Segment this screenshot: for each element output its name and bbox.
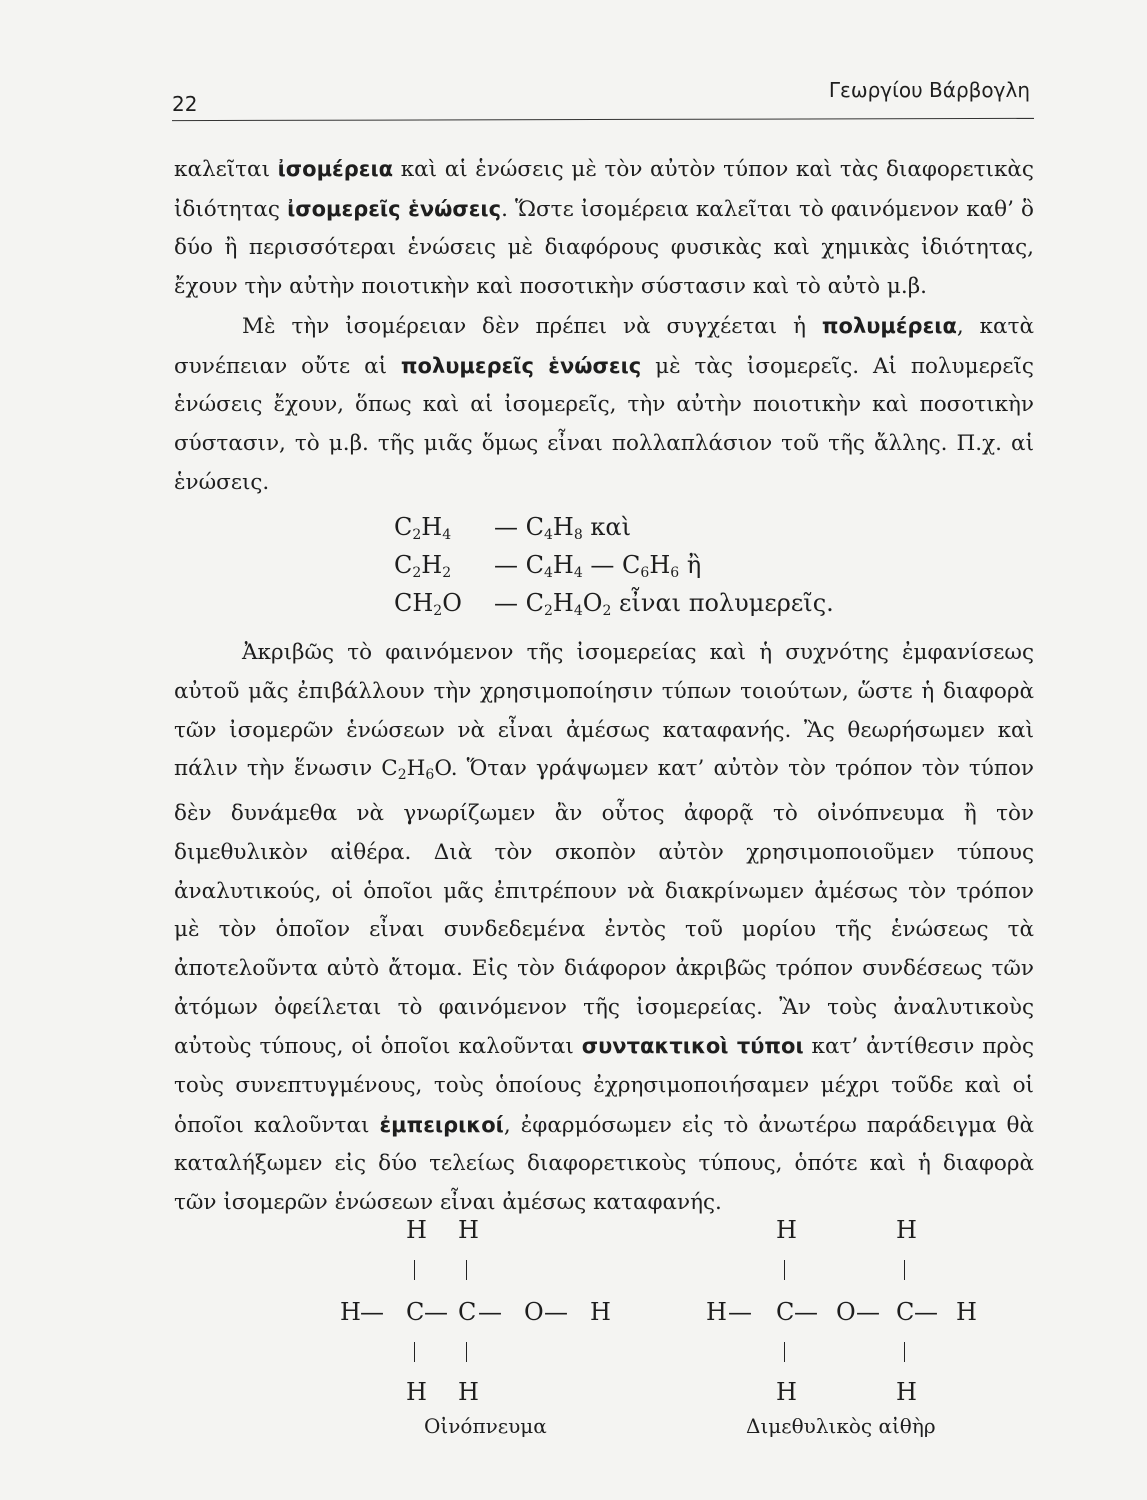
bond-horizontal: — [914,1298,938,1326]
atom-h: H [776,1378,797,1406]
bold-term: ἐμπειρικοί [379,1112,504,1137]
subscript: 2 [602,603,612,620]
text-run: H [421,551,443,580]
bond-vertical [466,1342,467,1362]
paragraph-structural-formulas [174,634,1034,1223]
text-run: H [406,756,426,782]
bold-term: ἰσομέρεια [277,157,394,181]
subscript: 8 [573,527,583,544]
atom-c: C [406,1298,425,1326]
atom-c: C [896,1298,915,1326]
text-run: — C [494,551,544,580]
paragraph-polymerism [174,307,1034,503]
text-run: κατ’ ἀντίθεσιν πρὸς τοὺς συνεπτυγμένους, τοὺς ὁποίους ἐχρησιμοποιήσαμεν μέχρι τοῦδε καὶ οἱ ὁποῖοι καλοῦνται [174,1034,1034,1138]
bold-term: συντακτικοὶ τύποι [581,1034,804,1059]
bond-vertical [904,1260,905,1280]
text-run: , ἐφαρμόσωμεν εἰς τὸ ἀνωτέρω παράδειγμα θὰ καταλήξωμεν εἰς δύο τελείως διαφορετικοὺς τύπους, ὁπότε καὶ ἡ διαφορὰ τῶν ἰσομερῶν ἑνώσεων εἶναι ἀμέσως καταφανής. [174,1112,1034,1216]
text-run: — C [582,551,641,580]
paragraph-isomerism-definition [174,150,1034,307]
text-run: Μὲ τὴν ἰσομέρειαν δὲν πρέπει νὰ συγχέεται ἡ [242,313,822,339]
formula-line [174,508,1034,546]
text-run: — C [494,589,544,618]
subscript: 2 [412,565,422,582]
text-run: H [552,513,574,542]
atom-h: H [590,1298,611,1326]
atom-h: H [776,1216,797,1244]
formula-line [174,584,1034,622]
formula-right [494,584,834,630]
subscript: 2 [397,767,407,784]
atom-o: O [836,1298,856,1326]
bond-vertical [784,1260,785,1280]
text-run: καλεῖται [174,157,278,182]
text-run: C [394,513,413,542]
text-run: O [582,589,603,618]
text-run: . Ὥστε ἰσομέρεια καλεῖται τὸ φαινόμενον καθ’ ὃ δύο ἢ περισσότεραι ἑνώσεις μὲ διαφόρους φυσικὰς καὶ χημικὰς ἰδιότητας, ἔχουν τὴν αὐτὴν ποιοτικὴν καὶ ποσοτικὴν σύστασιν καὶ τὸ αὐτὸ μ.β. [174,196,1034,300]
atom-h: H [458,1216,479,1244]
formula-block [174,508,1034,624]
text-run: H [552,589,574,618]
text-run: C [394,551,413,580]
subscript: 2 [412,527,422,544]
text-run: μὲ τὰς ἰσομερεῖς. Αἱ πολυμερεῖς ἑνώσεις ἔχουν, ὅπως καὶ αἱ ἰσομερεῖς, τὴν αὐτὴν ποιοτικὴν καὶ ποσοτικὴν σύστασιν, τὸ μ.β. τῆς μιᾶς ὅμως εἶναι πολλαπλάσιον τοῦ τῆς ἄλλης. Π.χ. αἱ ἑνώσεις. [174,353,1034,495]
bond-horizontal: — [478,1298,502,1326]
header-rule [172,118,1034,121]
text-run: H [421,513,443,542]
structural-formulas [0,1218,1147,1448]
text-run: καὶ αἱ ἑνώσεις μὲ τὸν αὐτὸν τύπον καὶ τὰς διαφορετικὰς ἰδιότητας [174,157,1034,222]
text-run: H [649,551,671,580]
atom-h: H [896,1216,917,1244]
ethanol-structure [340,1216,620,1406]
text-run: O. Ὅταν γράψωμεν κατ’ αὐτὸν τὸν τρόπον τὸν τύπον δὲν δυνάμεθα νὰ γνωρίζωμεν ἂν οὗτος ἀφορᾷ τὸ οἰνόπνευμα ἢ τὸν διμεθυλικὸν αἰθέρα. Διὰ τὸν σκοπὸν αὐτὸν χρησιμοποιοῦμεν τύπους ἀναλυτικούς, οἱ ὁποῖοι μᾶς ἐπιτρέπουν νὰ διακρίνωμεν ἀμέσως τὸν τρόπον μὲ τὸν ὁποῖον εἶναι συνδεδεμένα ἐντὸς τοῦ μορίου τῆς ἑνώσεως τὰ ἀποτελοῦντα αὐτὸ ἄτομα. Εἰς τὸν διάφορον ἀκριβῶς τρόπον συνδέσεως τῶν ἀτόμων ὀφείλεται τὸ φαινόμενον τῆς ἰσομερείας. Ἂν τοὺς ἀναλυτικοὺς αὐτοὺς τύπους, οἱ ὁποῖοι καλοῦνται [174,756,1034,1060]
subscript: 2 [433,603,443,620]
bold-term: πολυμέρεια [821,313,957,338]
caption-dimethyl-ether: Διμεθυλικὸς αἰθὴρ [746,1414,936,1438]
bond-vertical [414,1260,415,1280]
formula-left [394,584,462,630]
running-title: Γεωργίου Βάρβογλη [828,78,1030,102]
subscript: 6 [425,767,435,784]
bond-horizontal: — [544,1298,568,1326]
text-run: Ἀκριβῶς τὸ φαινόμενον τῆς ἰσομερείας καὶ ἡ συχνότης ἐμφανίσεως αὐτοῦ μᾶς ἐπιβάλλουν τὴν χρησιμοποίησιν τύπων τοιούτων, ὥστε ἡ διαφορὰ τῶν ἰσομερῶν ἑνώσεων νὰ εἶναι ἀμέσως καταφανής. Ἂς θεωρήσωμεν καὶ πάλιν τὴν ἕνωσιν C [174,640,1034,782]
atom-h: H [406,1216,427,1244]
text-run: CH [394,589,434,618]
atom-h: H [896,1378,917,1406]
bold-term: ἰσομερεῖς ἑνώσεις [287,196,502,221]
text-run: , κατὰ συνέπειαν οὔτε αἱ [174,313,1034,379]
atom-h: H [458,1378,479,1406]
subscript: 4 [442,527,452,544]
dimethyl-ether-structure [706,1216,996,1406]
bond-vertical [904,1342,905,1362]
bond-horizontal: — [424,1298,448,1326]
atom-h: H [406,1378,427,1406]
bold-term: πολυμερεῖς ἑνώσεις [400,353,642,378]
bond-vertical [414,1342,415,1362]
body-text [174,150,1034,1223]
subscript: 4 [544,565,553,582]
subscript: 2 [544,603,553,620]
subscript: 4 [573,565,583,582]
subscript: 4 [573,603,583,620]
atom-c: C [458,1298,477,1326]
caption-ethanol: Οἰνόπνευμα [424,1414,547,1438]
atom-h: H [340,1298,361,1326]
subscript: 2 [442,565,452,582]
formula-line [174,546,1034,584]
subscript: 6 [670,565,680,582]
page-number: 22 [172,92,198,116]
subscript: 4 [544,527,553,544]
atom-c: C [776,1298,795,1326]
text-run: καὶ [582,513,632,542]
bond-horizontal: — [794,1298,818,1326]
page-header [172,78,1034,118]
bond-horizontal: — [360,1298,384,1326]
bond-vertical [466,1260,467,1280]
bond-horizontal: — [856,1298,880,1326]
subscript: 6 [640,565,650,582]
atom-h: H [956,1298,977,1326]
atom-h: H [706,1298,727,1326]
atom-o: O [524,1298,544,1326]
text-run: — C [494,513,544,542]
text-run: O [442,589,462,618]
bond-horizontal: — [728,1298,752,1326]
text-run: H [552,551,574,580]
text-run: εἶναι πολυμερεῖς. [611,589,834,618]
bond-vertical [784,1342,785,1362]
text-run: ἢ [679,551,702,580]
